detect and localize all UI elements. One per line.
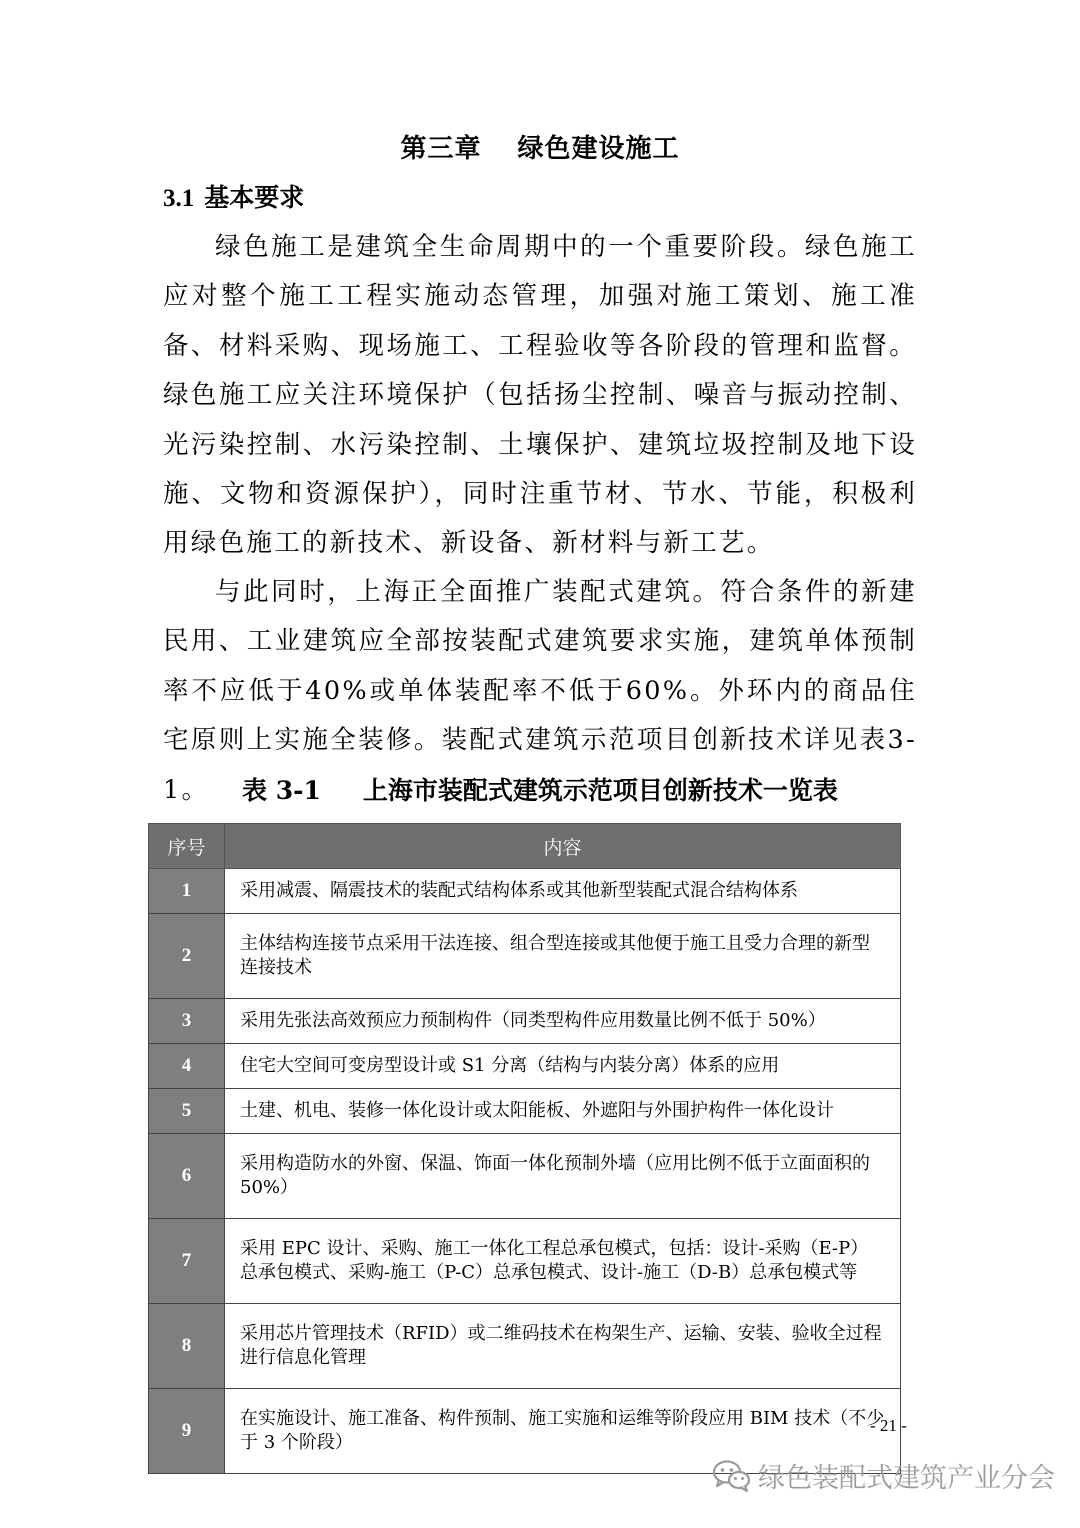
- table-row: [149, 1134, 901, 1219]
- row-content: 住宅大空间可变房型设计或 S1 分离（结构与内装分离）体系的应用: [225, 1044, 901, 1089]
- paragraph-prefab-promotion: 与此同时，上海正全面推广装配式建筑。符合条件的新建民用、工业建筑应全部按装配式建筑要求实施，建筑单体预制率不应低于40%或单体装配率不低于60%。外环内的商品住宅原则上实施全装修。装配式建筑示范项目创新技术详见表3-1。: [163, 577, 917, 805]
- paragraph-green-construction: 绿色施工是建筑全生命周期中的一个重要阶段。绿色施工应对整个施工工程实施动态管理，加强对施工策划、施工准备、材料采购、现场施工、工程验收等各阶段的管理和监督。绿色施工应关注环境保护（包括扬尘控制、噪音与振动控制、光污染控制、水污染控制、土壤保护、建筑垃圾控制及地下设施、文物和资源保护），同时注重节材、节水、节能，积极利用绿色施工的新技术、新设备、新材料与新工艺。: [163, 232, 917, 559]
- chapter-name: 绿色建设施工: [517, 134, 680, 164]
- row-content: 采用 EPC 设计、采购、施工一体化工程总承包模式，包括：设计-采购（E-P）总承包模式、采购-施工（P-C）总承包模式、设计-施工（D-B）总承包模式等: [225, 1219, 901, 1304]
- table-row: [149, 1044, 901, 1089]
- table-row: [149, 1304, 901, 1389]
- table-row: [149, 1089, 901, 1134]
- table-caption-number: 表 3-1: [242, 776, 321, 805]
- table-caption-title: 上海市装配式建筑示范项目创新技术一览表: [362, 776, 838, 805]
- row-content: 采用先张法高效预应力预制构件（同类型构件应用数量比例不低于 50%）: [225, 999, 901, 1044]
- table-row: [149, 914, 901, 999]
- row-index: 3: [149, 999, 225, 1044]
- wechat-icon: [712, 1459, 752, 1493]
- chapter-title: [0, 128, 1080, 165]
- row-content: 采用构造防水的外窗、保温、饰面一体化预制外墙（应用比例不低于立面面积的 50%）: [225, 1134, 901, 1219]
- row-index: 9: [149, 1389, 225, 1474]
- chapter-number: 第三章: [400, 134, 482, 164]
- row-content: 采用减震、隔震技术的装配式结构体系或其他新型装配式混合结构体系: [225, 869, 901, 914]
- row-index: 2: [149, 914, 225, 999]
- section-number: 3.1: [163, 185, 195, 212]
- watermark: [712, 1456, 1055, 1495]
- section-title: 基本要求: [204, 183, 305, 212]
- row-content: 采用芯片管理技术（RFID）或二维码技术在构架生产、运输、安装、验收全过程进行信息化管理: [225, 1304, 901, 1389]
- table-row: [149, 999, 901, 1044]
- row-index: 6: [149, 1134, 225, 1219]
- row-index: 1: [149, 869, 225, 914]
- table-row: [149, 1219, 901, 1304]
- section-heading: [163, 178, 304, 214]
- row-index: 4: [149, 1044, 225, 1089]
- header-content: 内容: [225, 824, 901, 869]
- row-index: 5: [149, 1089, 225, 1134]
- row-content: 在实施设计、施工准备、构件预制、施工实施和运维等阶段应用 BIM 技术（不少于 3 个阶段）: [225, 1389, 901, 1474]
- row-content: 主体结构连接节点采用干法连接、组合型连接或其他便于施工且受力合理的新型连接技术: [225, 914, 901, 999]
- page-number: - 21 -: [870, 1416, 907, 1435]
- table-row: [149, 869, 901, 914]
- innovation-tech-table: [148, 823, 901, 1474]
- row-index: 7: [149, 1219, 225, 1304]
- row-index: 8: [149, 1304, 225, 1389]
- table-caption: [0, 771, 1080, 807]
- watermark-text: 绿色装配式建筑产业分会: [758, 1463, 1055, 1494]
- table-header-row: [149, 824, 901, 869]
- header-index: 序号: [149, 824, 225, 869]
- row-content: 土建、机电、装修一体化设计或太阳能板、外遮阳与外围护构件一体化设计: [225, 1089, 901, 1134]
